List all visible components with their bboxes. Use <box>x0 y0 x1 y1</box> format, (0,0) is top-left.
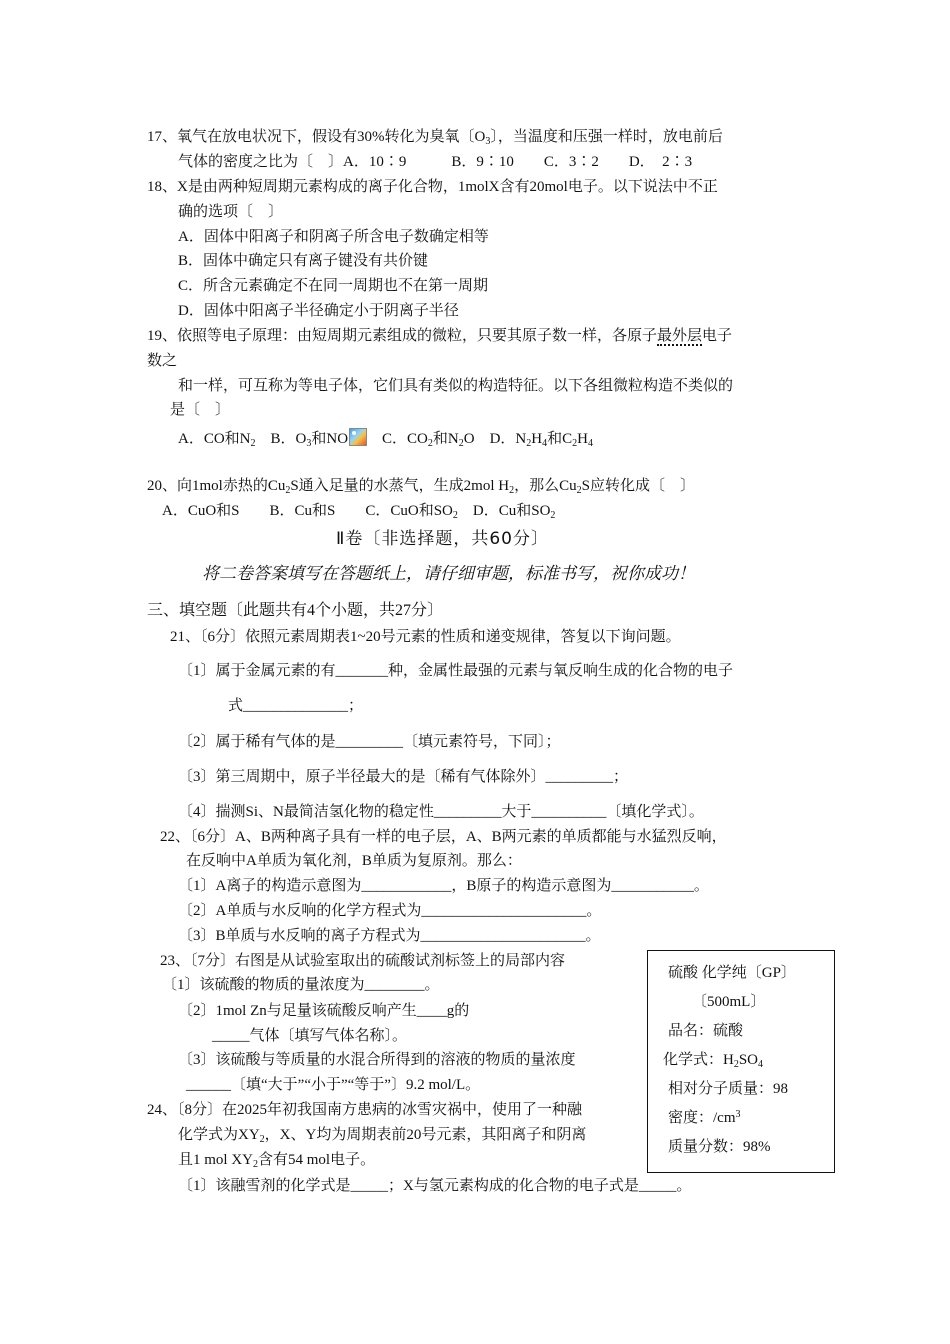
q21-intro: 21、〔6分〕依照元素周期表1~20号元素的性质和递变规律，答复以下询问题。 <box>170 629 681 645</box>
q22-intro-cont: 在反响中A单质为氧化剂，B单质为复原剂。那么： <box>186 853 522 869</box>
q18-option-d: D．固体中阳离子半径确定小于阴离子半径 <box>178 303 459 319</box>
q21-part2: 〔2〕属于稀有气体的是_________〔填元素符号，下同〕； <box>178 734 561 750</box>
label-density: 密度：$/cm^3$ <box>668 1109 741 1126</box>
part2-note: 将二卷答案填写在答题纸上，请仔细审题，标准书写，祝你成功！ <box>202 564 695 583</box>
q19-options: A．CO和$N_2$ B．$O_3$和NO C．$CO_2$和$N_2O$ D．$N_2H_4$和$C_2H_4$ <box>178 428 593 449</box>
q19-emphasis: 最外层 <box>657 328 703 344</box>
q24-line3: 且1 mol $XY_2$含有54 mol电子。 <box>178 1152 376 1170</box>
label-formula: 化学式：$H_2SO_4$ <box>663 1052 764 1070</box>
q20-options: A．CuO和S B．Cu和S C．CuO和$SO_2$ D．Cu和$SO_2$ <box>162 503 556 521</box>
q18-option-c: C．所含元素确定不在同一周期也不在第一周期 <box>178 278 489 294</box>
q18-option-a: A．固体中阳离子和阴离子所含电子数确定相等 <box>178 229 489 245</box>
q18-line2: 确的选项〔 〕 <box>178 204 284 220</box>
q22-part3: 〔3〕B单质与水反响的离子方程式为______________________。 <box>178 928 601 944</box>
label-name: 品名：硫酸 <box>668 1023 744 1039</box>
q19-line3: 和一样，可互称为等电子体，它们具有类似的构造特征。以下各组微粒构造不类似的 <box>178 378 734 394</box>
q23-part1: 〔1〕该硫酸的物质的量浓度为________。 <box>162 977 440 993</box>
q17-line2: 气体的密度之比为〔 〕A．10∶9 B．9∶10 C．3∶2 D． 2∶3 <box>178 154 693 170</box>
label-molar-mass: 相对分子质量：98 <box>668 1081 789 1097</box>
q21-part1: 〔1〕属于金属元素的有_______种，金属性最强的元素与氧反响生成的化合物的电子 <box>178 663 734 679</box>
q23-part2: 〔2〕1mol Zn与足量该硫酸反响产生____g的 <box>178 1003 470 1019</box>
section3-title: 三、填空题〔此题共有4个小题，共27分〕 <box>147 602 444 619</box>
q19-line2: 数之 <box>147 353 178 369</box>
q23-intro: 23、〔7分〕右图是从试验室取出的硫酸试剂标签上的局部内容 <box>160 953 566 969</box>
q18-option-b: B．固体中确定只有离子键没有共价键 <box>178 253 429 269</box>
q24-line2: 化学式为$XY_2$，X、Y均为周期表前20号元素，其阳离子和阴离 <box>178 1127 587 1145</box>
q19-line4: 是〔 〕 <box>170 402 231 418</box>
q21-part3: 〔3〕第三周期中，原子半径最大的是〔稀有气体除外〕_________； <box>178 769 629 785</box>
label-title: 硫酸 化学纯〔GP〕 <box>668 965 796 981</box>
part2-title: Ⅱ卷〔非选择题，共60分〕 <box>336 529 549 549</box>
q21-part1-cont: 式______________； <box>228 698 364 714</box>
q18-line1: 18、X是由两种短周期元素构成的离子化合物，1molX含有20mol电子。以下说法中不正 <box>147 179 718 195</box>
q23-part2-cont: _____气体〔填写气体名称〕。 <box>212 1028 408 1044</box>
q20-line1: 20、向1mol赤热的$Cu_2S$通入足量的水蒸气，生成2mol $H_2$，那么$Cu_2S$应转化成〔 〕 <box>147 478 695 496</box>
q24-intro: 24、〔8分〕在2025年初我国南方患病的冰雪灾祸中，使用了一种融 <box>147 1102 583 1118</box>
q21-part4: 〔4〕揣测Si、N最简洁氢化物的稳定性_________大于__________〔填化学式〕。 <box>178 804 704 820</box>
q19-line1: 19、依照等电子原理：由短周期元素组成的微粒，只要其原子数一样，各原子最外层电子 <box>147 328 733 344</box>
q24-part1: 〔1〕该融雪剂的化学式是_____；X与氢元素构成的化合物的电子式是_____。 <box>178 1178 692 1194</box>
sulfuric-acid-label <box>647 950 835 1173</box>
q22-part1: 〔1〕A离子的构造示意图为____________，B原子的构造示意图为___________。 <box>178 878 709 894</box>
q22-part2: 〔2〕A单质与水反响的化学方程式为______________________。 <box>178 903 602 919</box>
q17-line1: 17、氧气在放电状况下，假设有30%转化为臭氧〔$O_3$〕，当温度和压强一样时，放电前后 <box>147 129 723 147</box>
q23-part3-cont: ______〔填“大于”“小于”“等于”〕9.2 mol/L。 <box>186 1077 481 1093</box>
q22-intro: 22、〔6分〕A、B两种离子具有一样的电子层，A、B两元素的单质都能与水猛烈反响， <box>160 829 727 845</box>
label-volume: 〔500mL〕 <box>692 994 766 1010</box>
broken-image-icon <box>349 428 367 446</box>
label-mass-fraction: 质量分数：98% <box>668 1139 771 1155</box>
q23-part3: 〔3〕该硫酸与等质量的水混合所得到的溶液的物质的量浓度 <box>178 1052 576 1068</box>
